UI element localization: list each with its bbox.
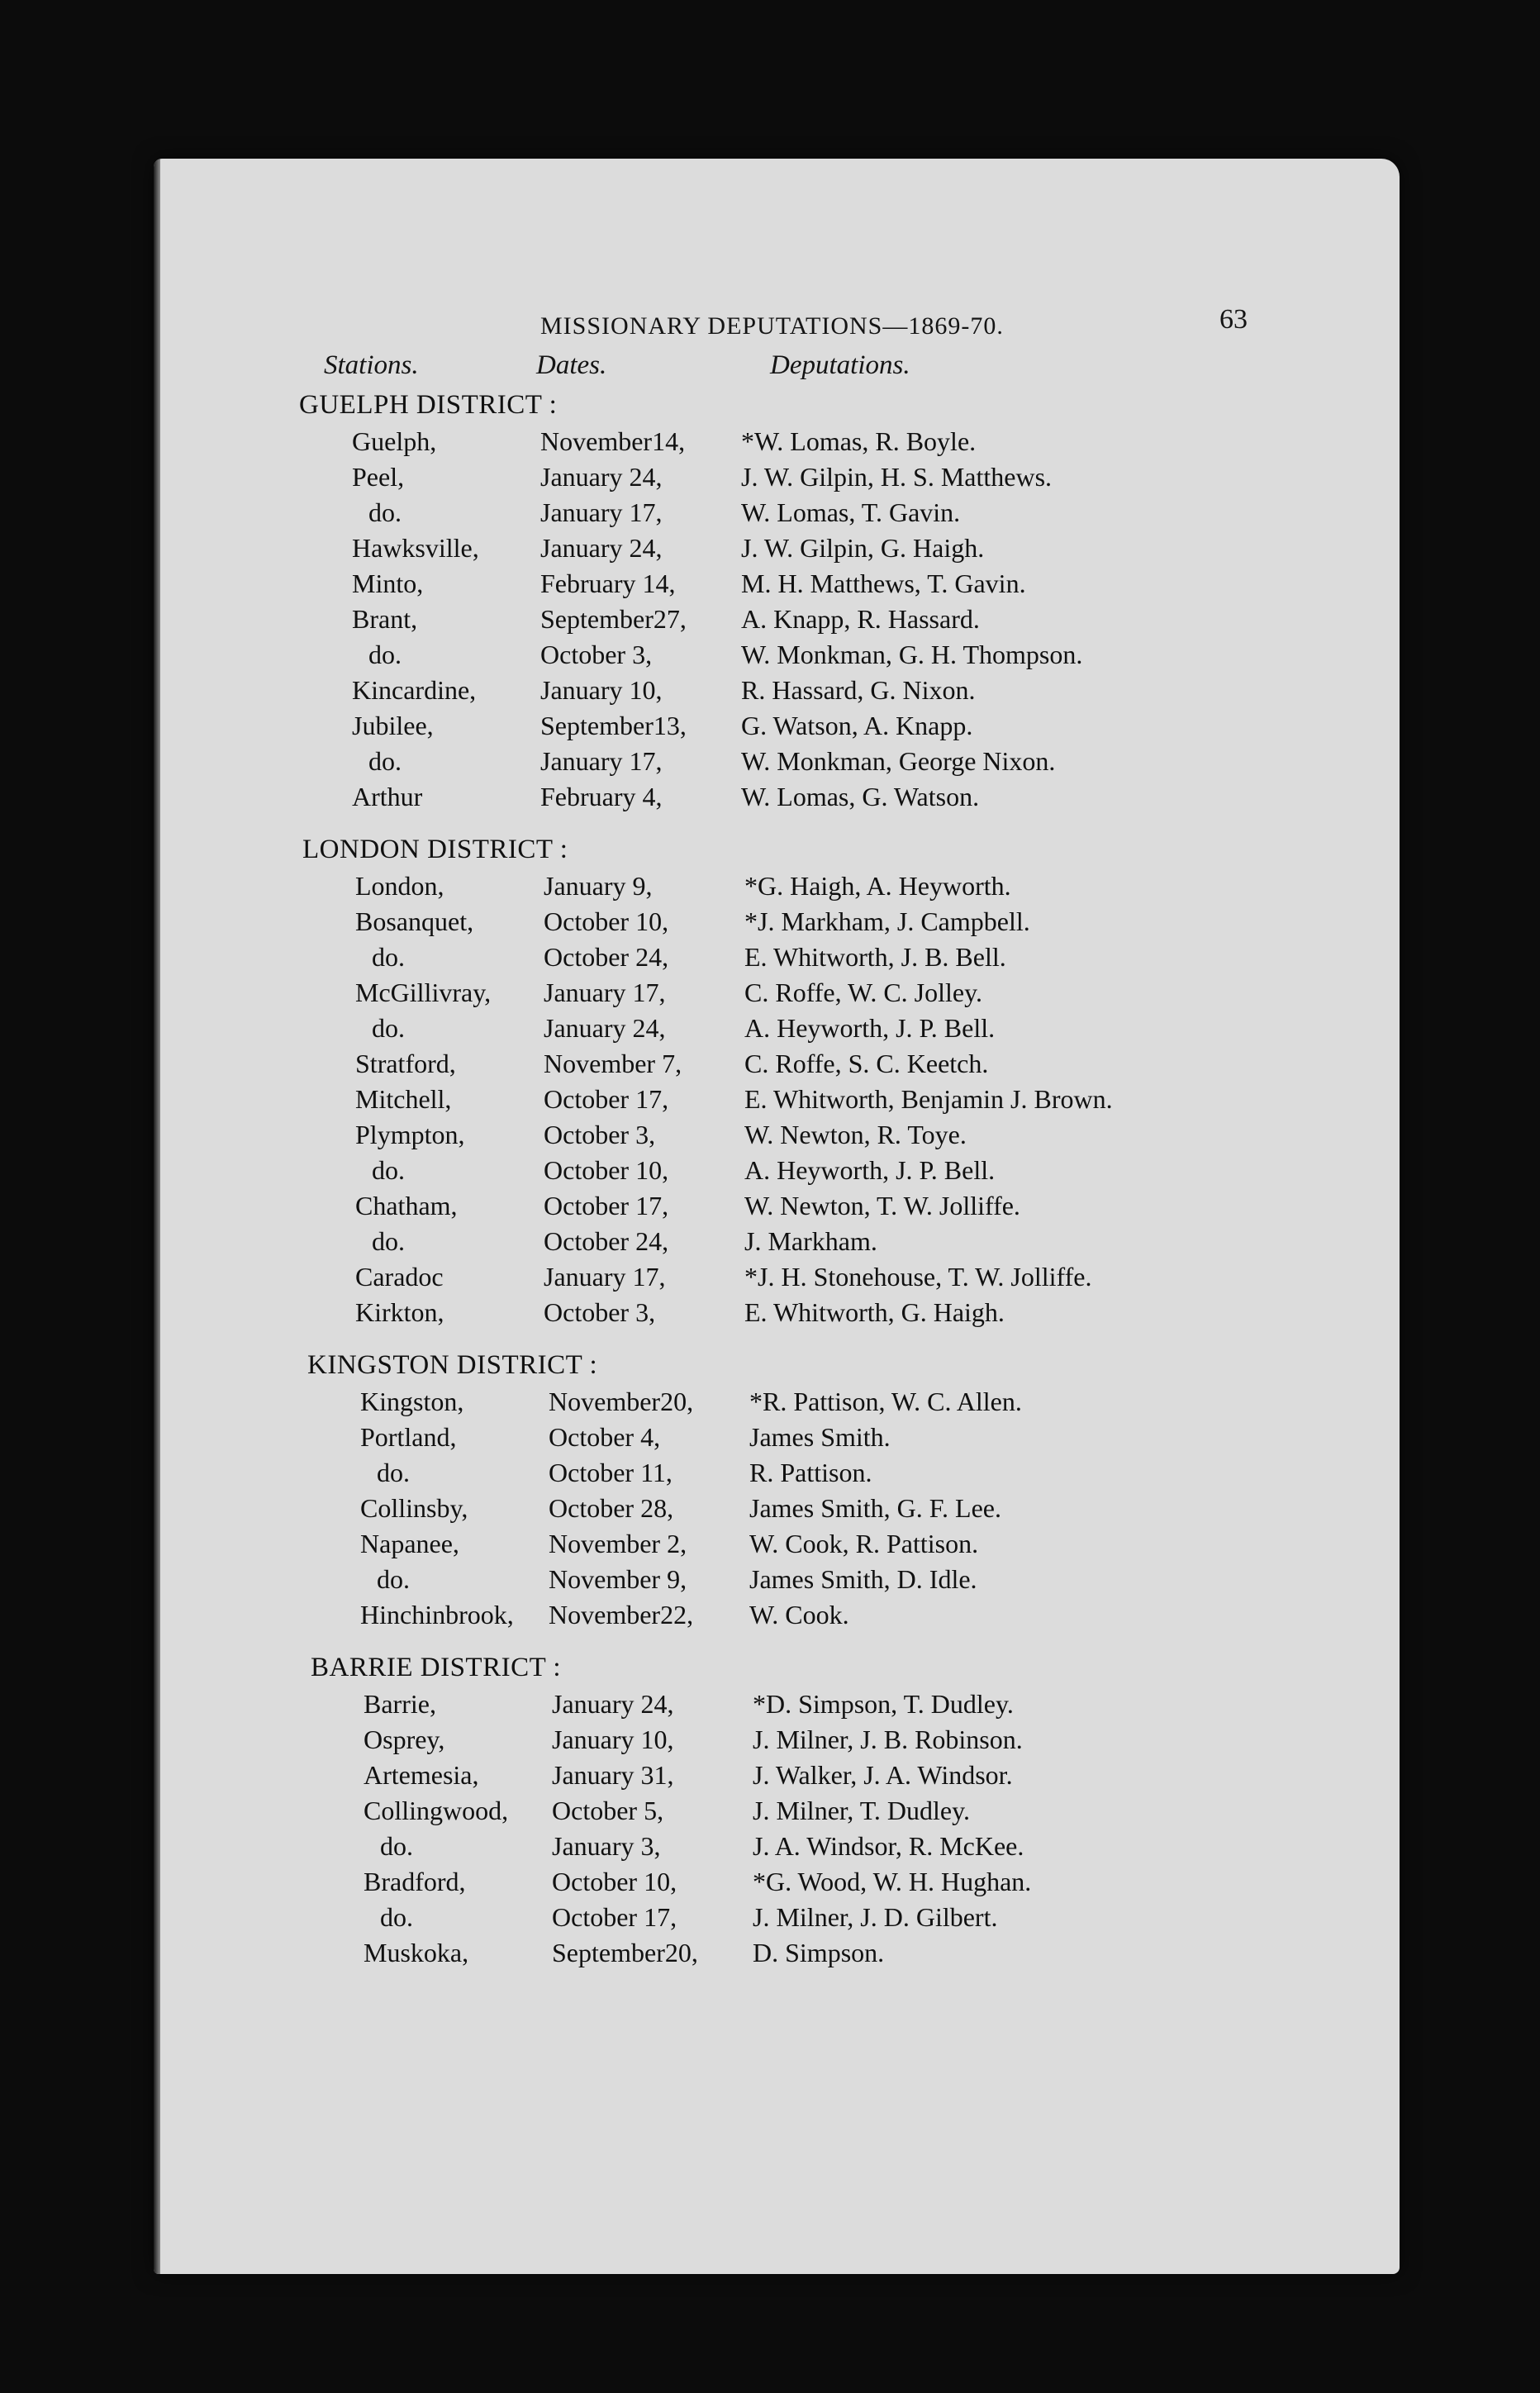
date-cell: January 24, <box>540 533 663 563</box>
table-row <box>307 1384 1400 1420</box>
station-cell: Stratford, <box>355 1049 456 1078</box>
date-cell: September20, <box>552 1938 698 1967</box>
date-cell: October 4, <box>549 1422 661 1452</box>
station-cell: do. <box>380 1831 413 1861</box>
table-row <box>307 1562 1400 1597</box>
table-row <box>299 566 1400 602</box>
deputation-table <box>154 387 1400 1971</box>
date-cell: February 4, <box>540 782 663 811</box>
station-cell: Kingston, <box>360 1387 464 1416</box>
table-row <box>311 1900 1400 1935</box>
station-cell: Kirkton, <box>355 1297 444 1327</box>
table-row <box>307 1455 1400 1491</box>
date-cell: November 2, <box>549 1529 687 1558</box>
table-row <box>311 1829 1400 1864</box>
date-cell: October 10, <box>552 1867 677 1896</box>
station-cell: Collingwood, <box>364 1796 509 1825</box>
table-row <box>302 1295 1400 1330</box>
date-cell: October 5, <box>552 1796 664 1825</box>
date-cell: January 17, <box>544 978 666 1007</box>
table-row <box>302 868 1400 904</box>
deputation-cell: *R. Pattison, W. C. Allen. <box>749 1387 1022 1416</box>
station-cell: Muskoka, <box>364 1938 469 1967</box>
deputation-cell: C. Roffe, W. C. Jolley. <box>744 978 983 1007</box>
date-cell: October 24, <box>544 942 669 972</box>
station-cell: Collinsby, <box>360 1493 468 1523</box>
table-row <box>311 1935 1400 1971</box>
date-cell: January 17, <box>540 746 663 776</box>
station-cell: Bosanquet, <box>355 906 474 936</box>
station-cell: Guelph, <box>352 426 437 456</box>
station-cell: Brant, <box>352 604 418 634</box>
deputation-cell: A. Heyworth, J. P. Bell. <box>744 1155 996 1185</box>
date-cell: February 14, <box>540 569 676 598</box>
station-cell: do. <box>372 942 405 972</box>
station-cell: Mitchell, <box>355 1084 452 1114</box>
deputation-cell: J. Markham. <box>744 1226 877 1256</box>
table-row <box>299 495 1400 530</box>
station-cell: Peel, <box>352 462 405 492</box>
deputation-cell: W. Lomas, T. Gavin. <box>741 497 961 527</box>
date-cell: November20, <box>549 1387 694 1416</box>
table-row <box>302 940 1400 975</box>
table-row <box>302 1188 1400 1224</box>
deputation-cell: James Smith, D. Idle. <box>749 1564 977 1594</box>
table-row <box>302 1046 1400 1082</box>
deputation-cell: J. Milner, J. B. Robinson. <box>753 1725 1023 1754</box>
date-cell: September27, <box>540 604 687 634</box>
date-cell: January 24, <box>544 1013 666 1043</box>
deputation-cell: *J. H. Stonehouse, T. W. Jolliffe. <box>744 1262 1092 1292</box>
deputation-cell: D. Simpson. <box>753 1938 885 1967</box>
date-cell: January 17, <box>544 1262 666 1292</box>
date-cell: January 10, <box>540 675 663 705</box>
station-cell: Kincardine, <box>352 675 477 705</box>
deputation-cell: W. Newton, R. Toye. <box>744 1120 967 1149</box>
date-cell: January 17, <box>540 497 663 527</box>
station-cell: McGillivray, <box>355 978 492 1007</box>
district-section <box>311 1649 1400 1971</box>
station-cell: Arthur <box>352 782 423 811</box>
station-cell: Hinchinbrook, <box>360 1600 514 1629</box>
deputation-cell: J. W. Gilpin, G. Haigh. <box>741 533 985 563</box>
station-cell: Chatham, <box>355 1191 458 1220</box>
deputation-cell: J. W. Gilpin, H. S. Matthews. <box>741 462 1053 492</box>
station-cell: do. <box>377 1564 410 1594</box>
date-cell: October 3, <box>540 640 653 669</box>
section-spacer <box>307 1633 1400 1649</box>
deputation-cell: C. Roffe, S. C. Keetch. <box>744 1049 989 1078</box>
date-cell: November 9, <box>549 1564 687 1594</box>
station-cell: do. <box>368 640 402 669</box>
station-cell: do. <box>372 1226 405 1256</box>
book-page <box>154 159 1400 2274</box>
table-row <box>311 1793 1400 1829</box>
column-header-stations: Stations. <box>324 350 419 380</box>
station-cell: do. <box>368 746 402 776</box>
deputation-cell: M. H. Matthews, T. Gavin. <box>741 569 1026 598</box>
station-cell: do. <box>368 497 402 527</box>
table-row <box>299 744 1400 779</box>
date-cell: October 28, <box>549 1493 674 1523</box>
deputation-cell: *W. Lomas, R. Boyle. <box>741 426 977 456</box>
table-row <box>302 1082 1400 1117</box>
table-row <box>302 1153 1400 1188</box>
deputation-cell: *J. Markham, J. Campbell. <box>744 906 1030 936</box>
date-cell: January 10, <box>552 1725 674 1754</box>
district-section <box>302 831 1400 1347</box>
table-row <box>302 1117 1400 1153</box>
section-spacer <box>299 815 1400 831</box>
table-row <box>307 1526 1400 1562</box>
deputation-cell: R. Hassard, G. Nixon. <box>741 675 976 705</box>
station-cell: Barrie, <box>364 1689 436 1719</box>
table-row <box>299 602 1400 637</box>
date-cell: January 24, <box>540 462 663 492</box>
column-header-deputations: Deputations. <box>770 350 910 380</box>
date-cell: October 11, <box>549 1458 673 1487</box>
date-cell: January 24, <box>552 1689 674 1719</box>
deputation-cell: J. A. Windsor, R. McKee. <box>753 1831 1024 1861</box>
date-cell: October 3, <box>544 1120 656 1149</box>
table-row <box>302 1259 1400 1295</box>
deputation-cell: *G. Wood, W. H. Hughan. <box>753 1867 1032 1896</box>
table-row <box>302 975 1400 1011</box>
table-row <box>311 1722 1400 1758</box>
station-cell: Portland, <box>360 1422 457 1452</box>
date-cell: October 17, <box>544 1084 669 1114</box>
deputation-cell: W. Monkman, G. H. Thompson. <box>741 640 1083 669</box>
deputation-cell: E. Whitworth, G. Haigh. <box>744 1297 1005 1327</box>
district-heading: GUELPH DISTRICT : <box>299 390 558 420</box>
station-cell: Caradoc <box>355 1262 444 1292</box>
date-cell: January 3, <box>552 1831 661 1861</box>
station-cell: do. <box>372 1155 405 1185</box>
deputation-cell: *G. Haigh, A. Heyworth. <box>744 871 1011 901</box>
table-row <box>299 708 1400 744</box>
station-cell: do. <box>380 1902 413 1932</box>
date-cell: October 10, <box>544 1155 669 1185</box>
page-number: 63 <box>1219 304 1248 335</box>
deputation-cell: James Smith, G. F. Lee. <box>749 1493 1001 1523</box>
table-row <box>299 530 1400 566</box>
deputation-cell: W. Cook. <box>749 1600 849 1629</box>
table-row <box>302 1224 1400 1259</box>
table-row <box>299 779 1400 815</box>
deputation-cell: J. Milner, J. D. Gilbert. <box>753 1902 998 1932</box>
station-cell: Plympton, <box>355 1120 465 1149</box>
district-section <box>299 387 1400 831</box>
district-heading: LONDON DISTRICT : <box>302 835 568 864</box>
table-row <box>299 673 1400 708</box>
deputation-cell: W. Monkman, George Nixon. <box>741 746 1056 776</box>
date-cell: October 3, <box>544 1297 656 1327</box>
deputation-cell: W. Cook, R. Pattison. <box>749 1529 979 1558</box>
table-row <box>299 637 1400 673</box>
date-cell: October 17, <box>544 1191 669 1220</box>
station-cell: Jubilee, <box>352 711 434 740</box>
station-cell: do. <box>377 1458 410 1487</box>
deputation-cell: E. Whitworth, Benjamin J. Brown. <box>744 1084 1113 1114</box>
date-cell: November22, <box>549 1600 694 1629</box>
date-cell: November14, <box>540 426 686 456</box>
district-heading: KINGSTON DISTRICT : <box>307 1350 598 1380</box>
deputation-cell: G. Watson, A. Knapp. <box>741 711 973 740</box>
table-row <box>299 424 1400 459</box>
table-row <box>302 1011 1400 1046</box>
date-cell: November 7, <box>544 1049 682 1078</box>
station-cell: do. <box>372 1013 405 1043</box>
column-header-dates: Dates. <box>536 350 607 380</box>
table-row <box>299 459 1400 495</box>
station-cell: London, <box>355 871 444 901</box>
deputation-cell: E. Whitworth, J. B. Bell. <box>744 942 1006 972</box>
station-cell: Bradford, <box>364 1867 466 1896</box>
date-cell: October 17, <box>552 1902 677 1932</box>
table-row <box>307 1420 1400 1455</box>
deputation-cell: W. Newton, T. W. Jolliffe. <box>744 1191 1020 1220</box>
page-header-title: MISSIONARY DEPUTATIONS—1869-70. <box>540 312 1004 340</box>
table-row <box>311 1687 1400 1722</box>
station-cell: Hawksville, <box>352 533 479 563</box>
station-cell: Minto, <box>352 569 424 598</box>
date-cell: October 10, <box>544 906 669 936</box>
date-cell: January 9, <box>544 871 653 901</box>
deputation-cell: A. Heyworth, J. P. Bell. <box>744 1013 996 1043</box>
deputation-cell: J. Milner, T. Dudley. <box>753 1796 970 1825</box>
district-heading: BARRIE DISTRICT : <box>311 1653 562 1682</box>
table-row <box>307 1491 1400 1526</box>
table-row <box>302 904 1400 940</box>
deputation-cell: J. Walker, J. A. Windsor. <box>753 1760 1013 1790</box>
deputation-cell: W. Lomas, G. Watson. <box>741 782 980 811</box>
station-cell: Artemesia, <box>364 1760 479 1790</box>
deputation-cell: James Smith. <box>749 1422 891 1452</box>
section-spacer <box>302 1330 1400 1347</box>
station-cell: Napanee, <box>360 1529 459 1558</box>
date-cell: September13, <box>540 711 687 740</box>
date-cell: January 31, <box>552 1760 674 1790</box>
deputation-cell: R. Pattison. <box>749 1458 872 1487</box>
deputation-cell: A. Knapp, R. Hassard. <box>741 604 980 634</box>
date-cell: October 24, <box>544 1226 669 1256</box>
deputation-cell: *D. Simpson, T. Dudley. <box>753 1689 1014 1719</box>
table-row <box>311 1758 1400 1793</box>
table-row <box>311 1864 1400 1900</box>
station-cell: Osprey, <box>364 1725 445 1754</box>
district-section <box>307 1347 1400 1649</box>
table-row <box>307 1597 1400 1633</box>
